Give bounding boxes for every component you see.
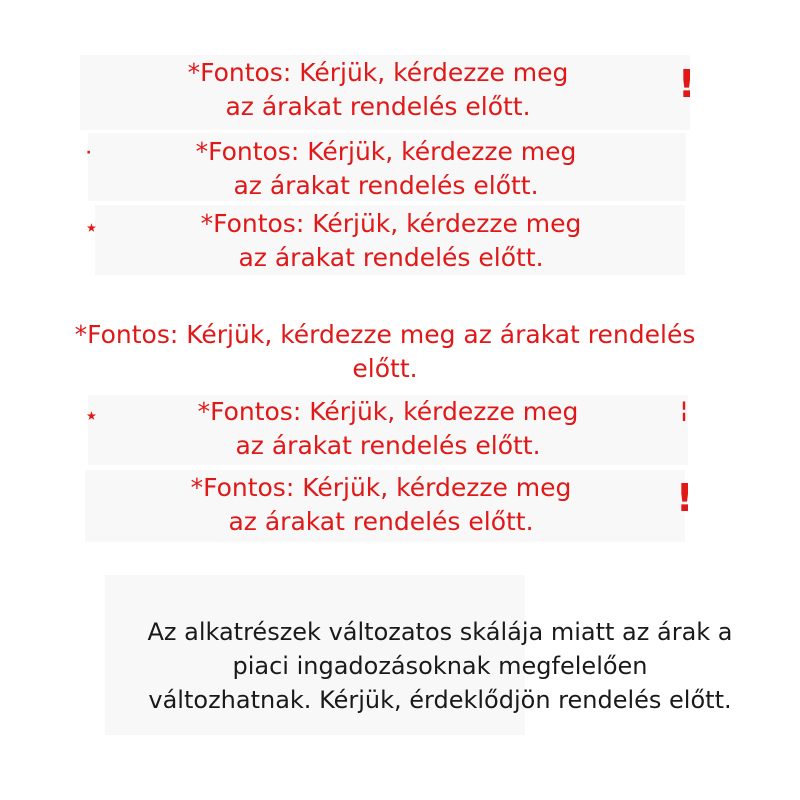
notice-line: az árakat rendelés előtt.	[225, 92, 531, 121]
price-notice	[78, 56, 678, 124]
notice-line: *Fontos: Kérjük, kérdezze meg	[195, 137, 577, 166]
price-fluctuation-info	[100, 615, 780, 717]
red-fragment: ٭	[86, 215, 97, 239]
red-fragment: ٭	[86, 403, 97, 427]
notice-line: *Fontos: Kérjük, kérdezze meg	[197, 397, 579, 426]
info-line: változhatnak. Kérjük, érdeklődjön rendelés előtt.	[148, 686, 732, 714]
price-notice	[81, 471, 681, 539]
exclamation-mark-fragment: !	[678, 62, 696, 106]
notice-line: az árakat rendelés előtt.	[233, 171, 539, 200]
notice-line: az árakat rendelés előtt.	[228, 507, 534, 536]
red-fragment: ·	[86, 145, 92, 161]
price-notice	[86, 135, 686, 203]
notice-line: az árakat rendelés előtt.	[235, 431, 541, 460]
exclamation-mark-fragment: !	[676, 476, 694, 520]
notice-line: *Fontos: Kérjük, kérdezze meg az árakat rendelés	[74, 320, 696, 349]
notice-line: *Fontos: Kérjük, kérdezze meg	[200, 209, 582, 238]
notice-line: előtt.	[352, 354, 418, 383]
price-notice	[5, 318, 765, 386]
info-line: piaci ingadozásoknak megfelelően	[232, 652, 648, 680]
exclamation-mark-fragment: ¦	[680, 398, 689, 423]
notice-line: *Fontos: Kérjük, kérdezze meg	[187, 58, 569, 87]
info-line: Az alkatrészek változatos skálája miatt az árak a	[147, 618, 733, 646]
price-notice	[88, 395, 688, 463]
price-notice	[91, 207, 691, 275]
notice-line: az árakat rendelés előtt.	[238, 243, 544, 272]
notice-line: *Fontos: Kérjük, kérdezze meg	[190, 473, 572, 502]
